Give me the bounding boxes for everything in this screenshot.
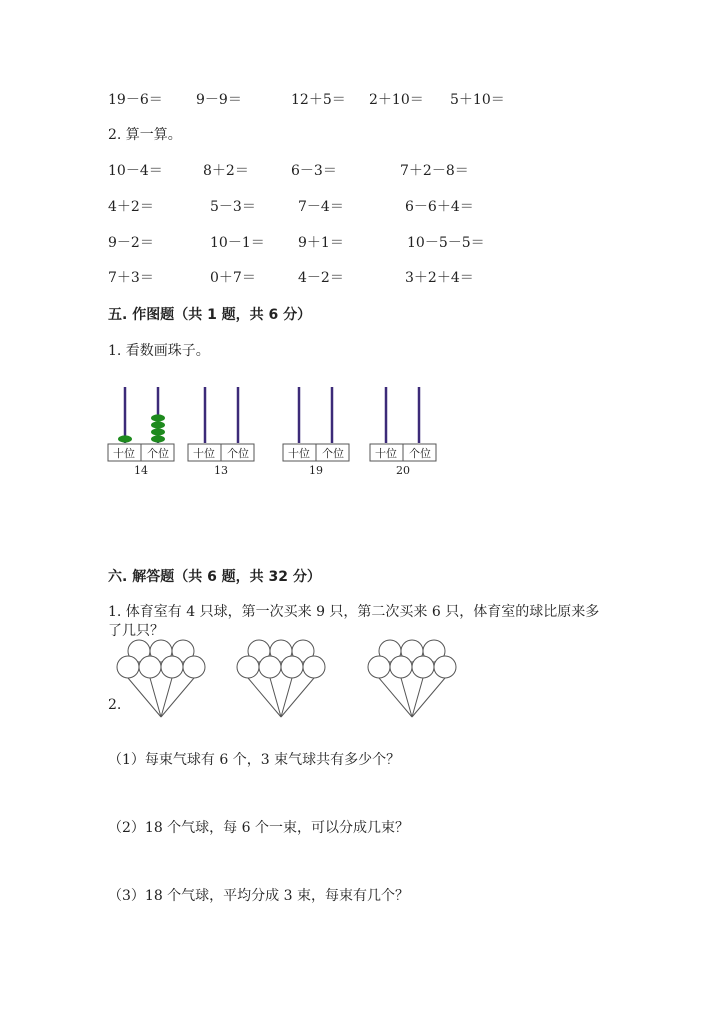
abacus-19 — [283, 387, 349, 477]
section5-q1: 1. 看数画珠子。 — [108, 343, 210, 359]
calc-expr: 10－4＝ — [108, 163, 163, 179]
section5-title: 五. 作图题（共 1 题，共 6 分） — [108, 307, 312, 323]
balloon — [368, 656, 390, 678]
abacus-number: 19 — [309, 464, 323, 477]
tens-label: 十位 — [375, 447, 397, 460]
calc-expr: 6－6＋4＝ — [405, 199, 474, 215]
section6-sub1: （1）每束气球有 6 个，3 束气球共有多少个？ — [108, 752, 401, 768]
calc-expr: 8＋2＝ — [203, 163, 249, 179]
balloon — [183, 656, 205, 678]
abacus-number: 20 — [396, 464, 410, 477]
q2-title: 2. 算一算。 — [108, 127, 182, 143]
abacus-13 — [188, 387, 254, 477]
balloon-string — [281, 678, 314, 717]
abacus-number: 13 — [214, 464, 228, 477]
balloon — [139, 656, 161, 678]
balloon-string — [248, 678, 281, 717]
calc-expr: 7＋3＝ — [108, 270, 154, 286]
calc-expr: 10－1＝ — [210, 235, 265, 251]
section6-q1-line1: 1. 体育室有 4 只球，第一次买来 9 只，第二次买来 6 只，体育室的球比原来多 — [108, 604, 600, 620]
bead — [151, 435, 165, 442]
expr-12-5: 12＋5＝ — [291, 92, 346, 108]
expr-2-10: 2＋10＝ — [369, 92, 424, 108]
balloon-bunch — [237, 640, 325, 717]
balloon — [412, 656, 434, 678]
ones-label: 个位 — [322, 447, 344, 460]
bead — [151, 414, 165, 421]
calc-expr: 4－2＝ — [298, 270, 344, 286]
expr-9-9: 9－9＝ — [196, 92, 242, 108]
calc-expr: 7＋2－8＝ — [400, 163, 469, 179]
section6-sub2: （2）18 个气球，每 6 个一束，可以分成几束？ — [108, 820, 409, 836]
section6-q1-line2: 了几只？ — [108, 623, 164, 639]
abacus-14 — [108, 387, 174, 477]
calc-expr: 0＋7＝ — [210, 270, 256, 286]
expr-19-6: 19－6＝ — [108, 92, 163, 108]
balloon — [117, 656, 139, 678]
calc-expr: 9＋1＝ — [298, 235, 344, 251]
tens-label: 十位 — [288, 447, 310, 460]
ones-label: 个位 — [409, 447, 431, 460]
bead — [118, 435, 132, 442]
calc-expr: 4＋2＝ — [108, 199, 154, 215]
balloon-string — [128, 678, 161, 717]
bead — [151, 428, 165, 435]
ones-label: 个位 — [227, 447, 249, 460]
abacus-number: 14 — [134, 464, 148, 477]
calc-expr: 9－2＝ — [108, 235, 154, 251]
expr-5-10: 5＋10＝ — [450, 92, 505, 108]
balloon-string — [161, 678, 194, 717]
tens-label: 十位 — [193, 447, 215, 460]
calc-expr: 10－5－5＝ — [407, 235, 485, 251]
bead — [151, 421, 165, 428]
section6-sub3: （3）18 个气球，平均分成 3 束，每束有几个？ — [108, 888, 409, 904]
abacus-20 — [370, 387, 436, 477]
ones-label: 个位 — [147, 447, 169, 460]
balloon — [237, 656, 259, 678]
balloon — [303, 656, 325, 678]
section6-q2-label: 2. — [108, 697, 122, 713]
balloon — [390, 656, 412, 678]
calc-expr: 6－3＝ — [291, 163, 337, 179]
balloon-bunch — [117, 640, 205, 717]
balloon — [161, 656, 183, 678]
balloon-string — [379, 678, 412, 717]
tens-label: 十位 — [113, 447, 135, 460]
balloon — [259, 656, 281, 678]
balloon — [281, 656, 303, 678]
balloon — [434, 656, 456, 678]
calc-expr: 5－3＝ — [210, 199, 256, 215]
calc-expr: 3＋2＋4＝ — [405, 270, 474, 286]
balloon-bunches — [117, 640, 456, 717]
balloon-string — [412, 678, 445, 717]
calc-expr: 7－4＝ — [298, 199, 344, 215]
section6-title: 六. 解答题（共 6 题，共 32 分） — [108, 569, 321, 585]
balloon-bunch — [368, 640, 456, 717]
